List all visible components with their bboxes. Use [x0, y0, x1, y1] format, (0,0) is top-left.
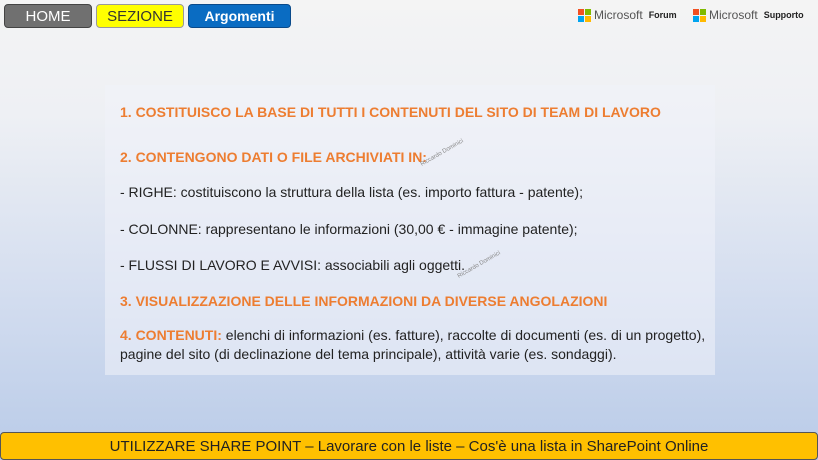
brand-label: Microsoft: [709, 8, 758, 22]
point-4: [120, 327, 705, 343]
point-2: 2. CONTENGONO DATI O FILE ARCHIVIATI IN:: [120, 149, 427, 165]
microsoft-supporto-link[interactable]: [693, 8, 804, 22]
point-4-text-2: pagine del sito (di declinazione del tema principale), attività varie (es. sondaggi).: [120, 346, 617, 362]
brand-label: Microsoft: [594, 8, 643, 22]
flussi-text: - FLUSSI DI LAVORO E AVVISI: associabili agli oggetti.: [120, 257, 465, 273]
argomenti-button[interactable]: Argomenti: [188, 4, 291, 28]
home-button[interactable]: HOME: [4, 4, 92, 28]
sezione-button[interactable]: SEZIONE: [96, 4, 184, 28]
colonne-text: - COLONNE: rappresentano le informazioni (30,00 € - immagine patente);: [120, 221, 578, 237]
supporto-label: Supporto: [763, 10, 804, 20]
footer-title: UTILIZZARE SHARE POINT – Lavorare con le liste – Cos'è una lista in SharePoint Online: [109, 437, 709, 455]
watermark: Riccardo Dominici: [456, 250, 502, 280]
point-1: 1. COSTITUISCO LA BASE DI TUTTI I CONTENUTI DEL SITO DI TEAM DI LAVORO: [120, 104, 661, 120]
microsoft-logo-icon: [693, 9, 706, 22]
point-3: 3. VISUALIZZAZIONE DELLE INFORMAZIONI DA DIVERSE ANGOLAZIONI: [120, 293, 608, 309]
forum-label: Forum: [648, 10, 677, 20]
righe-text: - RIGHE: costituiscono la struttura della lista (es. importo fattura - patente);: [120, 184, 583, 200]
microsoft-logo-icon: [578, 9, 591, 22]
microsoft-forum-link[interactable]: [578, 8, 677, 22]
watermark: Riccardo Dominici: [419, 138, 465, 168]
point-4-label: 4. CONTENUTI:: [120, 327, 222, 343]
point-4-text: elenchi di informazioni (es. fatture), raccolte di documenti (es. di un progetto),: [221, 327, 706, 343]
footer-title-bar: [0, 432, 818, 460]
